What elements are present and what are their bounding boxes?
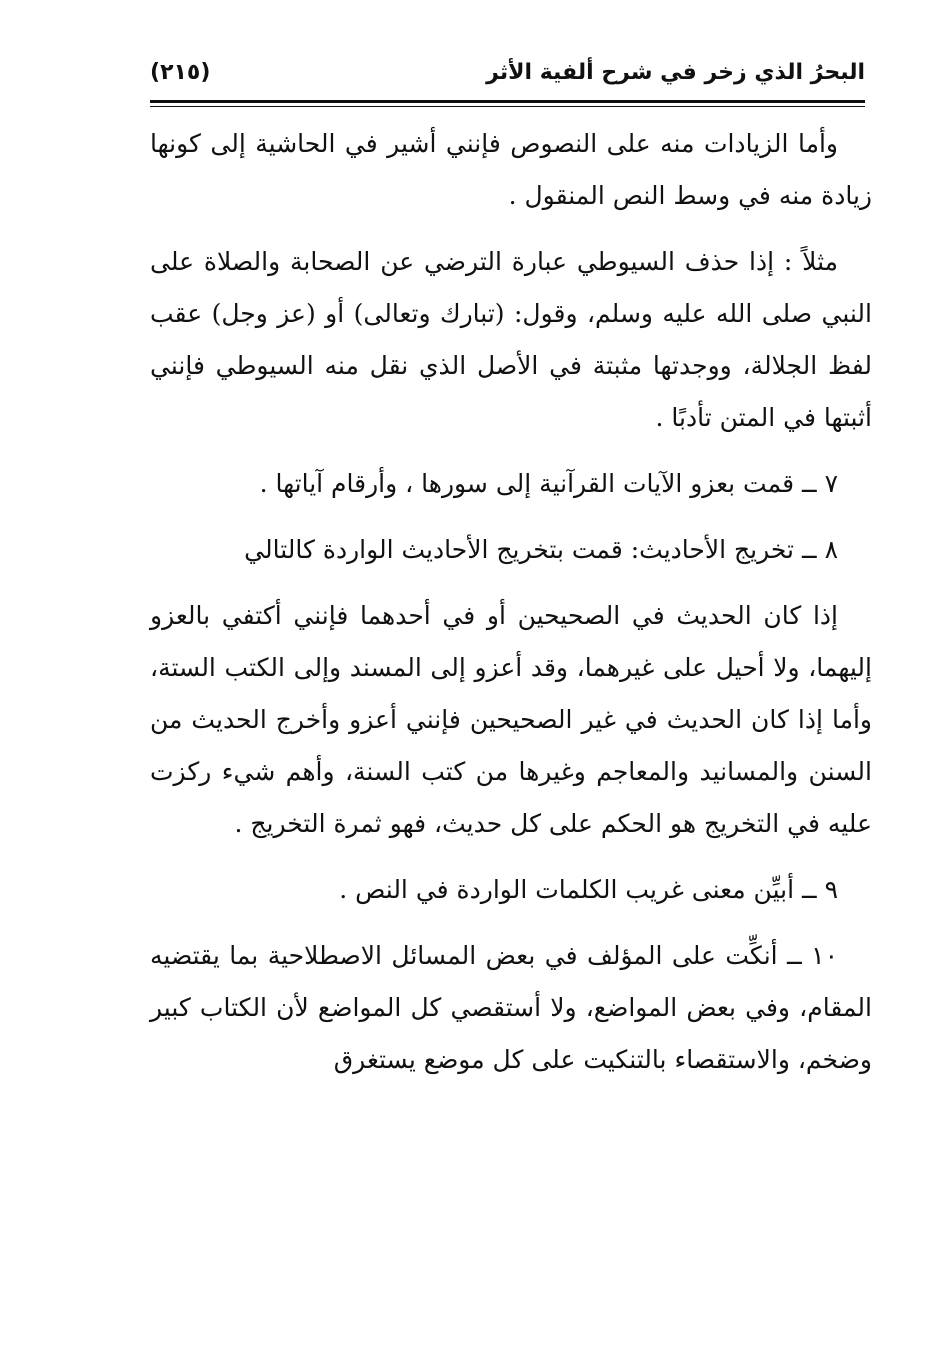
list-item-10: ١٠ ــ أنكِّت على المؤلف في بعض المسائل الاصطلاحية بما يقتضيه المقام، وفي بعض المواضع، ولا أستقصي كل المواضع لأن الكتاب كبير وضخم، والاستقصاء بالتنكيت على كل موضع يستغرق xyxy=(150,941,872,1074)
body-text xyxy=(150,118,872,1100)
running-title: البحرُ الذي زخر في شرح ألفية الأثر xyxy=(486,60,865,85)
page-number: (٢١٥) xyxy=(150,60,211,85)
header-rule-secondary xyxy=(150,106,865,107)
paragraph-additions: وأما الزيادات منه على النصوص فإنني أشير في الحاشية إلى كونها زيادة منه في وسط النص المنقول . xyxy=(150,129,872,210)
list-item-8: ٨ ــ تخريج الأحاديث: قمت بتخريج الأحاديث الواردة كالتالي xyxy=(244,535,838,564)
paragraph-example: مثلاً : إذا حذف السيوطي عبارة الترضي عن الصحابة والصلاة على النبي صلى الله عليه وسلم، وقول: (تبارك وتعالى) أو (عز وجل) عقب لفظ الجلالة، ووجدتها مثبتة في الأصل الذي نقل منه السيوطي فإنني أثبتها في المتن تأدبًا . xyxy=(150,247,872,432)
page-header xyxy=(150,58,865,98)
list-item-7: ٧ ــ قمت بعزو الآيات القرآنية إلى سورها ، وأرقام آياتها . xyxy=(259,469,838,498)
list-item-9: ٩ ــ أبيِّن معنى غريب الكلمات الواردة في النص . xyxy=(339,875,838,904)
header-rule xyxy=(150,100,865,103)
paragraph-hadith-takhrij: إذا كان الحديث في الصحيحين أو في أحدهما فإنني أكتفي بالعزو إليهما، ولا أحيل على غيرهما، وقد أعزو إلى المسند وإلى الكتب الستة، وأما إذا كان الحديث في غير الصحيحين فإنني أعزو وأخرج الحديث من السنن والمسانيد والمعاجم وغيرها من كتب السنة، وأهم شيء ركزت عليه في التخريج هو الحكم على كل حديث، فهو ثمرة التخريج . xyxy=(150,601,872,838)
